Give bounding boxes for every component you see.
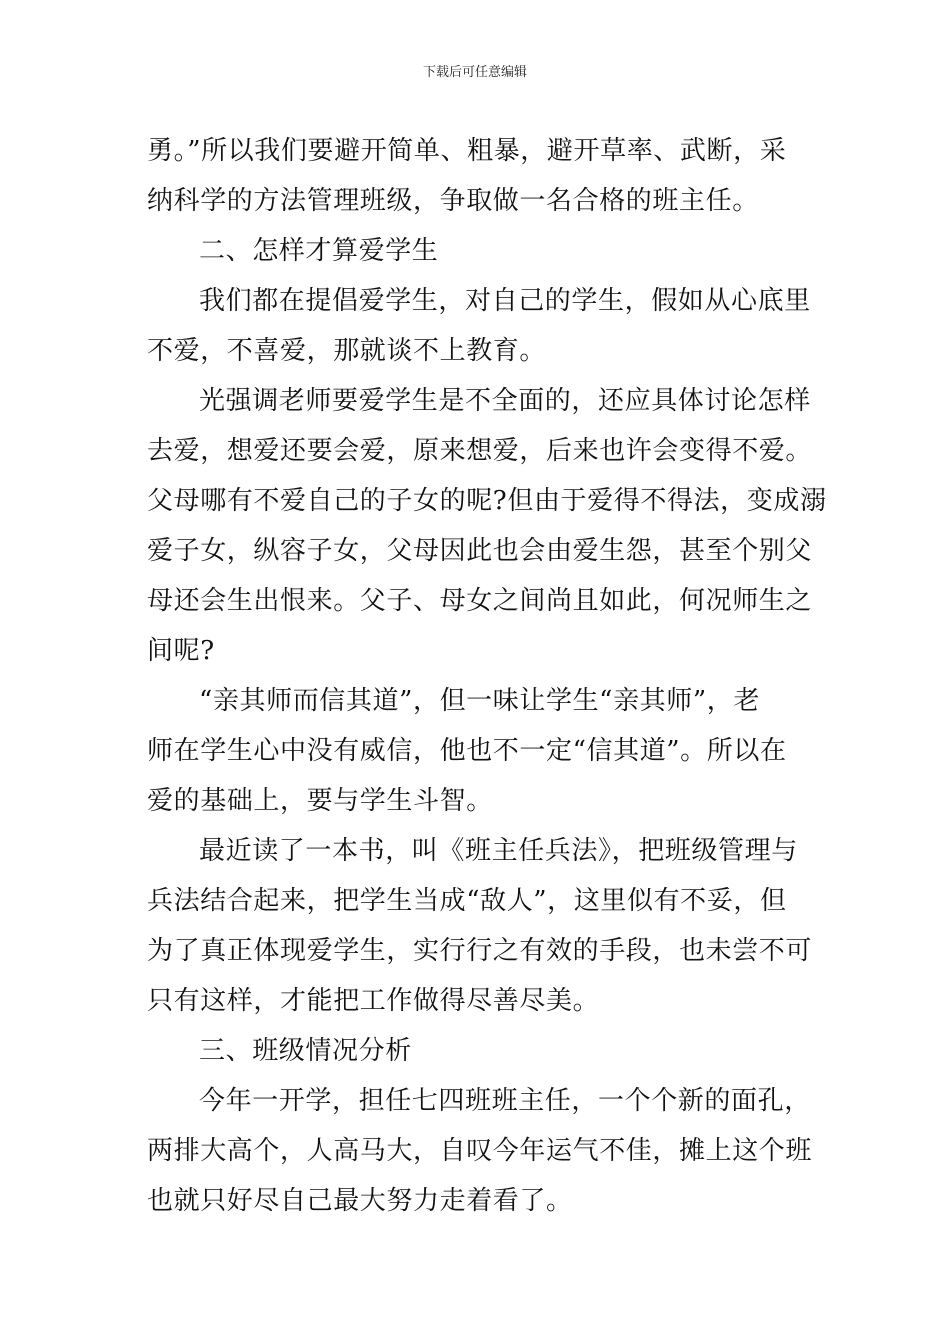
section-heading: 二、怎样才算爱学生	[199, 236, 439, 266]
text-line: 间呢?	[147, 636, 215, 666]
text-line: 父母哪有不爱自己的子女的呢?但由于爱得不得法，变成溺	[147, 486, 827, 516]
text-line: 师在学生心中没有威信，他也不一定“信其道”。所以在	[147, 736, 787, 766]
text-line: 兵法结合起来，把学生当成“敌人”，这里似有不妥，但	[147, 886, 787, 916]
text-line: 为了真正体现爱学生，实行行之有效的手段，也未尝不可	[147, 936, 813, 966]
page-header: 下载后可任意编辑	[422, 65, 527, 80]
text-line: 去爱，想爱还要会爱，原来想爱，后来也许会变得不爱。	[147, 436, 813, 466]
text-line: 母还会生出恨来。父子、母女之间尚且如此，何况师生之	[147, 586, 813, 616]
text-line: 爱子女，纵容子女，父母因此也会由爱生怨，甚至个别父	[147, 536, 813, 566]
text-line: 也就只好尽自己最大努力走着看了。	[147, 1186, 573, 1216]
section-heading: 三、班级情况分析	[199, 1036, 412, 1066]
text-line: 勇。”所以我们要避开简单、粗暴，避开草率、武断，采	[147, 136, 787, 166]
document-body	[147, 126, 827, 1226]
text-line: 纳科学的方法管理班级，争取做一名合格的班主任。	[147, 186, 759, 216]
paragraph-first-line: 今年一开学，担任七四班班主任，一个个新的面孔，	[199, 1086, 811, 1116]
text-line: 不爱，不喜爱，那就谈不上教育。	[147, 336, 547, 366]
text-line: 两排大高个，人高马大，自叹今年运气不佳，摊上这个班	[147, 1136, 813, 1166]
text-line: 只有这样，才能把工作做得尽善尽美。	[147, 986, 600, 1016]
paragraph-first-line: 我们都在提倡爱学生，对自己的学生，假如从心底里	[199, 286, 811, 316]
paragraph-first-line: 光强调老师要爱学生是不全面的，还应具体讨论怎样	[199, 386, 811, 416]
paragraph-first-line: 最近读了一本书，叫《班主任兵法》，把班级管理与	[199, 836, 798, 866]
paragraph-first-line: “亲其师而信其道”，但一味让学生“亲其师”，老	[199, 686, 760, 716]
text-line: 爱的基础上，要与学生斗智。	[147, 786, 493, 816]
